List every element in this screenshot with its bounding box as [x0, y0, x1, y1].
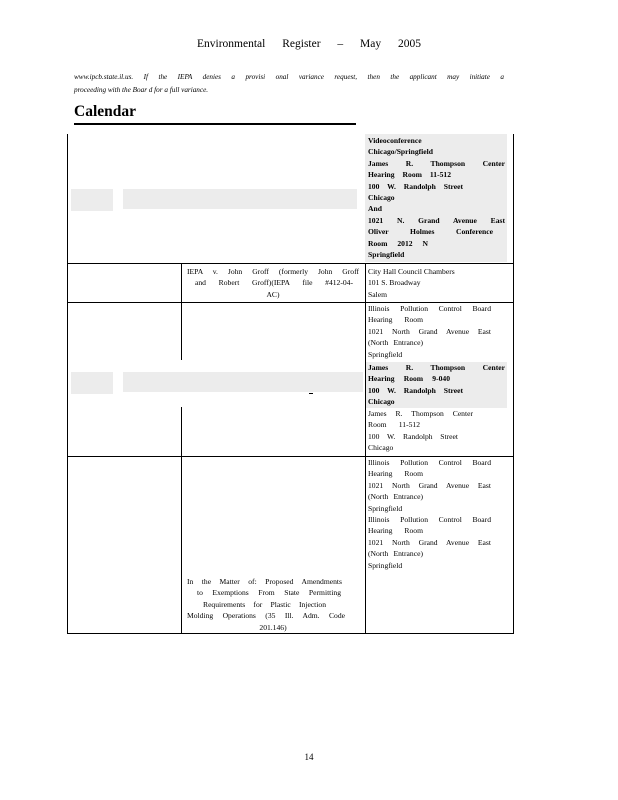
- r4-location: [368, 457, 491, 571]
- r3-loc-line: Springfield: [368, 349, 403, 359]
- r2-divider-left: [181, 263, 182, 303]
- r1-loc-line: Chicago/Springfield: [368, 147, 433, 157]
- r2-case-line: IEPA v. John Groff (formerly John Groff: [187, 267, 359, 276]
- r3-loc2-line: James R. Thompson Center: [368, 409, 473, 418]
- r1-loc-line: Springfield: [368, 250, 405, 260]
- r1-loc-line: Room 2012 N: [368, 238, 428, 248]
- r4-loc-line: Springfield: [368, 503, 403, 513]
- r2-case: [187, 266, 359, 300]
- r4-loc-line: 1021 North Grand Avenue East: [368, 480, 491, 490]
- table-right-rule: [513, 134, 514, 634]
- r4-case-line: 201.146): [259, 622, 287, 632]
- r3-loc-line: Hearing Room: [368, 315, 423, 325]
- r1-date-shade: [71, 189, 113, 211]
- r3-case-shade: [123, 372, 363, 392]
- r3-loc-bold-line: Hearing Room 9-040: [368, 374, 450, 384]
- calendar-title: Calendar: [74, 103, 136, 120]
- r3-location-bold: [368, 362, 505, 408]
- stray-mark: [309, 393, 313, 394]
- intro-line-2: proceeding with the Boar d for a full variance.: [74, 86, 209, 94]
- r2-location: [368, 266, 505, 300]
- r2-loc-line: 101 S. Broadway: [368, 278, 421, 288]
- r4-loc-line: Hearing Room: [368, 526, 423, 536]
- r3-divider-left-bottom: [181, 407, 182, 456]
- r4-case-line: In the Matter of: Proposed Amendments: [187, 577, 342, 586]
- r3-location-2: [368, 408, 505, 454]
- r4-loc-line: 1021 North Grand Avenue East: [368, 537, 491, 547]
- r3-loc-line: Illinois Pollution Control Board: [368, 304, 491, 313]
- r4-case-line: Molding Operations (35 Ill. Adm. Code: [187, 611, 345, 621]
- r2-divider-right: [365, 263, 366, 303]
- r4-divider-right: [365, 456, 366, 634]
- page-number: 14: [304, 752, 314, 762]
- r2-loc-line: Salem: [368, 289, 387, 299]
- r4-loc-line: (North Entrance): [368, 549, 423, 559]
- r3-date-shade: [71, 372, 113, 394]
- calendar-table: [67, 134, 514, 634]
- r4-case-line: to Exemptions From State Permitting: [197, 588, 341, 598]
- r1-loc-line: James R. Thompson Center: [368, 158, 505, 168]
- r3-loc2-line: 100 W. Randolph Street: [368, 431, 458, 441]
- r1-loc-line: Videoconference: [368, 136, 422, 145]
- r3-loc-bold-line: Chicago: [368, 397, 395, 407]
- r3-loc-bold-line: 100 W. Randolph Street: [368, 385, 463, 395]
- table-left-rule: [67, 134, 68, 634]
- r4-loc-line: Hearing Room: [368, 469, 423, 479]
- page-header: Environmental Register – May 2005: [197, 38, 421, 50]
- r1-loc-line: 100 W. Randolph Street: [368, 181, 463, 191]
- r3-loc-bold-line: James R. Thompson Center: [368, 363, 505, 372]
- r4-loc-line: Illinois Pollution Control Board: [368, 515, 491, 525]
- r3-divider-left-top: [181, 302, 182, 360]
- r3-divider-right: [365, 302, 366, 456]
- r3-loc-line: 1021 North Grand Avenue East: [368, 326, 491, 336]
- r2-case-line: AC): [266, 289, 280, 299]
- r1-location: [368, 135, 505, 260]
- intro-paragraph: [74, 71, 504, 97]
- intro-line-1: www.ipcb.state.il.us. If the IEPA denies a provisi onal variance request, then the applicant may initiate a: [74, 73, 504, 81]
- r3-loc-line: (North Entrance): [368, 338, 423, 348]
- r1-loc-line: Chicago: [368, 193, 395, 203]
- r4-case-line: Requirements for Plastic Injection: [203, 599, 326, 609]
- r1-loc-line: Oliver Holmes Conference: [368, 227, 493, 237]
- r2-case-line: and Robert Groff)(IEPA file #412-04-: [195, 278, 353, 288]
- r4-divider-left: [181, 456, 182, 634]
- r2-loc-line: City Hall Council Chambers: [368, 267, 455, 276]
- r4-loc-line: Springfield: [368, 560, 403, 570]
- r3-loc2-line: Chicago: [368, 443, 394, 453]
- r4-case: [187, 576, 359, 633]
- r1-loc-line: 1021 N. Grand Avenue East: [368, 215, 505, 225]
- r3-location: [368, 303, 491, 360]
- row-rule-1: [67, 263, 514, 264]
- calendar-title-rule: [74, 123, 356, 125]
- r4-loc-line: Illinois Pollution Control Board: [368, 458, 491, 467]
- r3-loc2-line: Room 11-512: [368, 420, 420, 430]
- row-rule-4: [67, 633, 514, 634]
- r1-loc-line: Hearing Room 11-512: [368, 170, 451, 180]
- r1-case-shade: [123, 189, 357, 209]
- r1-loc-line: And: [368, 204, 382, 214]
- r4-loc-line: (North Entrance): [368, 492, 423, 502]
